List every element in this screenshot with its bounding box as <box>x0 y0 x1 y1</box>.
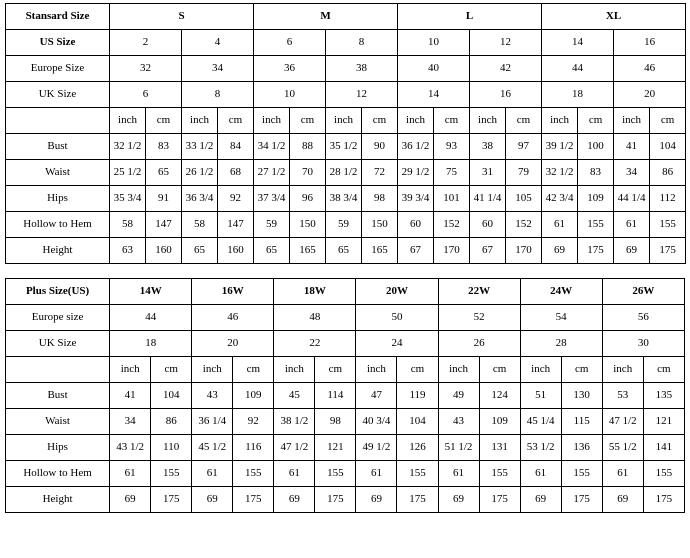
cell-bust-7: 90 <box>362 134 398 160</box>
unit-cell-2: inch <box>182 108 218 134</box>
plus-cell-hollow-0: 61 <box>110 461 151 487</box>
group-header-l: L <box>398 4 542 30</box>
plus-row-label-europe-size: Europe size <box>6 305 110 331</box>
plus-cell-bust-12: 53 <box>602 383 643 409</box>
unit-cell-1: cm <box>146 108 182 134</box>
plus-cell-europe-4: 52 <box>438 305 520 331</box>
plus-cell-hollow-1: 155 <box>151 461 192 487</box>
plus-unit-cell-5: cm <box>315 357 356 383</box>
units-row-empty-label <box>6 108 110 134</box>
plus-cell-hips-10: 53 1/2 <box>520 435 561 461</box>
cell-hollow-4: 59 <box>254 212 290 238</box>
cell-hips-15: 112 <box>650 186 686 212</box>
cell-hollow-11: 152 <box>506 212 542 238</box>
cell-us-size-0: 2 <box>110 30 182 56</box>
cell-us-size-4: 10 <box>398 30 470 56</box>
plus-cell-hollow-7: 155 <box>397 461 438 487</box>
plus-cell-hollow-2: 61 <box>192 461 233 487</box>
plus-unit-cell-13: cm <box>643 357 684 383</box>
cell-height-5: 165 <box>290 238 326 264</box>
plus-cell-waist-12: 47 1/2 <box>602 409 643 435</box>
cell-height-14: 69 <box>614 238 650 264</box>
cell-europe-size-7: 46 <box>614 56 686 82</box>
cell-uk-size-0: 6 <box>110 82 182 108</box>
cell-hollow-2: 58 <box>182 212 218 238</box>
plus-cell-uk-2: 22 <box>274 331 356 357</box>
cell-waist-13: 83 <box>578 160 614 186</box>
cell-hollow-3: 147 <box>218 212 254 238</box>
plus-cell-uk-5: 28 <box>520 331 602 357</box>
plus-cell-bust-13: 135 <box>643 383 684 409</box>
cell-height-1: 160 <box>146 238 182 264</box>
table-row-height <box>6 238 686 264</box>
plus-cell-waist-6: 40 3/4 <box>356 409 397 435</box>
cell-bust-4: 34 1/2 <box>254 134 290 160</box>
cell-uk-size-1: 8 <box>182 82 254 108</box>
cell-bust-14: 41 <box>614 134 650 160</box>
plus-cell-bust-2: 43 <box>192 383 233 409</box>
unit-cell-6: inch <box>326 108 362 134</box>
plus-cell-uk-6: 30 <box>602 331 684 357</box>
cell-uk-size-3: 12 <box>326 82 398 108</box>
cell-waist-9: 75 <box>434 160 470 186</box>
cell-hips-9: 101 <box>434 186 470 212</box>
table-row-us-size <box>6 30 686 56</box>
plus-cell-hollow-3: 155 <box>233 461 274 487</box>
plus-cell-bust-7: 119 <box>397 383 438 409</box>
cell-hips-11: 105 <box>506 186 542 212</box>
cell-hollow-9: 152 <box>434 212 470 238</box>
plus-cell-height-7: 175 <box>397 487 438 513</box>
unit-cell-13: cm <box>578 108 614 134</box>
plus-cell-bust-3: 109 <box>233 383 274 409</box>
cell-height-4: 65 <box>254 238 290 264</box>
plus-cell-height-6: 69 <box>356 487 397 513</box>
cell-hips-3: 92 <box>218 186 254 212</box>
plus-cell-height-9: 175 <box>479 487 520 513</box>
cell-hips-4: 37 3/4 <box>254 186 290 212</box>
cell-europe-size-6: 44 <box>542 56 614 82</box>
cell-hips-7: 98 <box>362 186 398 212</box>
cell-bust-11: 97 <box>506 134 542 160</box>
plus-unit-cell-7: cm <box>397 357 438 383</box>
cell-hollow-0: 58 <box>110 212 146 238</box>
plus-group-header-14w: 14W <box>110 279 192 305</box>
cell-hollow-10: 60 <box>470 212 506 238</box>
unit-cell-15: cm <box>650 108 686 134</box>
cell-hips-12: 42 3/4 <box>542 186 578 212</box>
table-row-plus-waist <box>6 409 685 435</box>
plus-cell-waist-1: 86 <box>151 409 192 435</box>
unit-cell-11: cm <box>506 108 542 134</box>
cell-europe-size-2: 36 <box>254 56 326 82</box>
cell-hips-6: 38 3/4 <box>326 186 362 212</box>
cell-waist-11: 79 <box>506 160 542 186</box>
plus-table-title: Plus Size(US) <box>6 279 110 305</box>
table-row-plus-hips <box>6 435 685 461</box>
cell-hollow-1: 147 <box>146 212 182 238</box>
unit-cell-10: inch <box>470 108 506 134</box>
row-label-europe-size: Europe Size <box>6 56 110 82</box>
cell-us-size-3: 8 <box>326 30 398 56</box>
cell-waist-5: 70 <box>290 160 326 186</box>
plus-unit-cell-11: cm <box>561 357 602 383</box>
table-row-plus-hollow-to-hem <box>6 461 685 487</box>
cell-europe-size-1: 34 <box>182 56 254 82</box>
cell-hollow-14: 61 <box>614 212 650 238</box>
cell-height-6: 65 <box>326 238 362 264</box>
plus-cell-waist-13: 121 <box>643 409 684 435</box>
cell-hollow-15: 155 <box>650 212 686 238</box>
cell-bust-15: 104 <box>650 134 686 160</box>
plus-cell-uk-0: 18 <box>110 331 192 357</box>
plus-cell-height-12: 69 <box>602 487 643 513</box>
plus-row-label-uk-size: UK Size <box>6 331 110 357</box>
plus-cell-waist-3: 92 <box>233 409 274 435</box>
plus-cell-hips-7: 126 <box>397 435 438 461</box>
table-row-units <box>6 108 686 134</box>
plus-cell-uk-4: 26 <box>438 331 520 357</box>
plus-cell-waist-9: 109 <box>479 409 520 435</box>
cell-hollow-5: 150 <box>290 212 326 238</box>
plus-unit-cell-1: cm <box>151 357 192 383</box>
plus-unit-cell-6: inch <box>356 357 397 383</box>
unit-cell-7: cm <box>362 108 398 134</box>
unit-cell-9: cm <box>434 108 470 134</box>
plus-cell-bust-8: 49 <box>438 383 479 409</box>
plus-cell-hollow-5: 155 <box>315 461 356 487</box>
cell-height-11: 170 <box>506 238 542 264</box>
plus-cell-waist-8: 43 <box>438 409 479 435</box>
plus-cell-hollow-13: 155 <box>643 461 684 487</box>
plus-group-header-18w: 18W <box>274 279 356 305</box>
plus-cell-hollow-4: 61 <box>274 461 315 487</box>
plus-row-label-waist: Waist <box>6 409 110 435</box>
plus-cell-hips-9: 131 <box>479 435 520 461</box>
cell-height-0: 63 <box>110 238 146 264</box>
cell-height-7: 165 <box>362 238 398 264</box>
cell-hips-8: 39 3/4 <box>398 186 434 212</box>
plus-unit-cell-8: inch <box>438 357 479 383</box>
cell-uk-size-6: 18 <box>542 82 614 108</box>
cell-waist-15: 86 <box>650 160 686 186</box>
cell-waist-0: 25 1/2 <box>110 160 146 186</box>
plus-cell-height-13: 175 <box>643 487 684 513</box>
plus-group-header-22w: 22W <box>438 279 520 305</box>
cell-bust-8: 36 1/2 <box>398 134 434 160</box>
group-header-xl: XL <box>542 4 686 30</box>
cell-hollow-13: 155 <box>578 212 614 238</box>
cell-uk-size-2: 10 <box>254 82 326 108</box>
plus-unit-cell-0: inch <box>110 357 151 383</box>
plus-row-label-height: Height <box>6 487 110 513</box>
plus-cell-hollow-8: 61 <box>438 461 479 487</box>
cell-bust-9: 93 <box>434 134 470 160</box>
cell-hips-13: 109 <box>578 186 614 212</box>
plus-unit-cell-3: cm <box>233 357 274 383</box>
cell-hips-10: 41 1/4 <box>470 186 506 212</box>
standard-table-title: Stansard Size <box>6 4 110 30</box>
plus-units-row-empty-label <box>6 357 110 383</box>
row-label-hollow-to-hem: Hollow to Hem <box>6 212 110 238</box>
cell-hips-2: 36 3/4 <box>182 186 218 212</box>
plus-unit-cell-2: inch <box>192 357 233 383</box>
cell-height-9: 170 <box>434 238 470 264</box>
plus-cell-waist-2: 36 1/4 <box>192 409 233 435</box>
row-label-uk-size: UK Size <box>6 82 110 108</box>
plus-group-header-26w: 26W <box>602 279 684 305</box>
cell-height-3: 160 <box>218 238 254 264</box>
plus-cell-europe-1: 46 <box>192 305 274 331</box>
cell-height-8: 67 <box>398 238 434 264</box>
plus-cell-uk-1: 20 <box>192 331 274 357</box>
cell-uk-size-5: 16 <box>470 82 542 108</box>
unit-cell-8: inch <box>398 108 434 134</box>
cell-europe-size-0: 32 <box>110 56 182 82</box>
cell-bust-0: 32 1/2 <box>110 134 146 160</box>
plus-cell-europe-5: 54 <box>520 305 602 331</box>
plus-cell-bust-5: 114 <box>315 383 356 409</box>
cell-waist-4: 27 1/2 <box>254 160 290 186</box>
cell-height-10: 67 <box>470 238 506 264</box>
plus-group-header-24w: 24W <box>520 279 602 305</box>
cell-hips-1: 91 <box>146 186 182 212</box>
plus-cell-height-5: 175 <box>315 487 356 513</box>
standard-size-table <box>5 3 686 264</box>
plus-cell-height-11: 175 <box>561 487 602 513</box>
unit-cell-0: inch <box>110 108 146 134</box>
cell-us-size-6: 14 <box>542 30 614 56</box>
plus-cell-waist-10: 45 1/4 <box>520 409 561 435</box>
cell-us-size-2: 6 <box>254 30 326 56</box>
plus-cell-height-0: 69 <box>110 487 151 513</box>
plus-cell-hollow-12: 61 <box>602 461 643 487</box>
cell-waist-7: 72 <box>362 160 398 186</box>
plus-row-label-bust: Bust <box>6 383 110 409</box>
plus-cell-hollow-10: 61 <box>520 461 561 487</box>
unit-cell-14: inch <box>614 108 650 134</box>
cell-bust-3: 84 <box>218 134 254 160</box>
cell-waist-10: 31 <box>470 160 506 186</box>
cell-hips-0: 35 3/4 <box>110 186 146 212</box>
cell-height-13: 175 <box>578 238 614 264</box>
row-label-bust: Bust <box>6 134 110 160</box>
plus-cell-europe-2: 48 <box>274 305 356 331</box>
plus-cell-hips-3: 116 <box>233 435 274 461</box>
cell-us-size-1: 4 <box>182 30 254 56</box>
plus-cell-europe-3: 50 <box>356 305 438 331</box>
plus-cell-height-1: 175 <box>151 487 192 513</box>
table-spacer <box>5 264 685 278</box>
unit-cell-5: cm <box>290 108 326 134</box>
plus-cell-bust-11: 130 <box>561 383 602 409</box>
plus-cell-waist-0: 34 <box>110 409 151 435</box>
cell-us-size-5: 12 <box>470 30 542 56</box>
cell-hollow-7: 150 <box>362 212 398 238</box>
table-row-uk-size <box>6 82 686 108</box>
cell-bust-1: 83 <box>146 134 182 160</box>
plus-cell-europe-6: 56 <box>602 305 684 331</box>
table-row-europe-size <box>6 56 686 82</box>
cell-hips-14: 44 1/4 <box>614 186 650 212</box>
table-row-hollow-to-hem <box>6 212 686 238</box>
row-label-height: Height <box>6 238 110 264</box>
plus-cell-hollow-9: 155 <box>479 461 520 487</box>
unit-cell-12: inch <box>542 108 578 134</box>
cell-hollow-8: 60 <box>398 212 434 238</box>
plus-row-label-hollow-to-hem: Hollow to Hem <box>6 461 110 487</box>
plus-cell-hips-8: 51 1/2 <box>438 435 479 461</box>
cell-bust-10: 38 <box>470 134 506 160</box>
cell-waist-2: 26 1/2 <box>182 160 218 186</box>
table-row-plus-units <box>6 357 685 383</box>
plus-cell-waist-5: 98 <box>315 409 356 435</box>
plus-cell-hollow-6: 61 <box>356 461 397 487</box>
group-header-m: M <box>254 4 398 30</box>
unit-cell-3: cm <box>218 108 254 134</box>
cell-waist-14: 34 <box>614 160 650 186</box>
plus-group-header-16w: 16W <box>192 279 274 305</box>
plus-cell-hips-13: 141 <box>643 435 684 461</box>
plus-size-table <box>5 278 685 513</box>
cell-waist-6: 28 1/2 <box>326 160 362 186</box>
plus-cell-hips-1: 110 <box>151 435 192 461</box>
table-row-plus-group-header <box>6 279 685 305</box>
table-row-hips <box>6 186 686 212</box>
plus-unit-cell-10: inch <box>520 357 561 383</box>
cell-us-size-7: 16 <box>614 30 686 56</box>
plus-cell-hips-0: 43 1/2 <box>110 435 151 461</box>
cell-height-2: 65 <box>182 238 218 264</box>
plus-cell-bust-9: 124 <box>479 383 520 409</box>
plus-cell-hips-12: 55 1/2 <box>602 435 643 461</box>
cell-bust-12: 39 1/2 <box>542 134 578 160</box>
row-label-us-size: US Size <box>6 30 110 56</box>
plus-group-header-20w: 20W <box>356 279 438 305</box>
cell-europe-size-4: 40 <box>398 56 470 82</box>
unit-cell-4: inch <box>254 108 290 134</box>
plus-cell-height-8: 69 <box>438 487 479 513</box>
plus-cell-bust-6: 47 <box>356 383 397 409</box>
plus-unit-cell-12: inch <box>602 357 643 383</box>
plus-cell-hips-2: 45 1/2 <box>192 435 233 461</box>
plus-cell-waist-11: 115 <box>561 409 602 435</box>
plus-cell-height-10: 69 <box>520 487 561 513</box>
plus-row-label-hips: Hips <box>6 435 110 461</box>
plus-cell-waist-7: 104 <box>397 409 438 435</box>
plus-unit-cell-9: cm <box>479 357 520 383</box>
cell-height-12: 69 <box>542 238 578 264</box>
row-label-hips: Hips <box>6 186 110 212</box>
plus-cell-bust-10: 51 <box>520 383 561 409</box>
cell-hips-5: 96 <box>290 186 326 212</box>
cell-bust-6: 35 1/2 <box>326 134 362 160</box>
cell-waist-8: 29 1/2 <box>398 160 434 186</box>
plus-cell-bust-4: 45 <box>274 383 315 409</box>
table-row-plus-bust <box>6 383 685 409</box>
cell-hollow-6: 59 <box>326 212 362 238</box>
plus-cell-waist-4: 38 1/2 <box>274 409 315 435</box>
plus-cell-hips-11: 136 <box>561 435 602 461</box>
cell-bust-5: 88 <box>290 134 326 160</box>
plus-cell-bust-0: 41 <box>110 383 151 409</box>
table-row-bust <box>6 134 686 160</box>
cell-waist-3: 68 <box>218 160 254 186</box>
table-row-group-header <box>6 4 686 30</box>
plus-cell-hips-6: 49 1/2 <box>356 435 397 461</box>
group-header-s: S <box>110 4 254 30</box>
plus-cell-bust-1: 104 <box>151 383 192 409</box>
table-row-plus-uk-size <box>6 331 685 357</box>
table-row-plus-height <box>6 487 685 513</box>
table-row-plus-europe-size <box>6 305 685 331</box>
plus-cell-hips-4: 47 1/2 <box>274 435 315 461</box>
table-row-waist <box>6 160 686 186</box>
plus-cell-uk-3: 24 <box>356 331 438 357</box>
cell-height-15: 175 <box>650 238 686 264</box>
cell-waist-12: 32 1/2 <box>542 160 578 186</box>
cell-uk-size-7: 20 <box>614 82 686 108</box>
cell-uk-size-4: 14 <box>398 82 470 108</box>
cell-waist-1: 65 <box>146 160 182 186</box>
cell-europe-size-5: 42 <box>470 56 542 82</box>
plus-cell-hollow-11: 155 <box>561 461 602 487</box>
cell-europe-size-3: 38 <box>326 56 398 82</box>
plus-cell-height-4: 69 <box>274 487 315 513</box>
plus-cell-height-2: 69 <box>192 487 233 513</box>
cell-bust-2: 33 1/2 <box>182 134 218 160</box>
cell-hollow-12: 61 <box>542 212 578 238</box>
plus-cell-height-3: 175 <box>233 487 274 513</box>
cell-bust-13: 100 <box>578 134 614 160</box>
plus-unit-cell-4: inch <box>274 357 315 383</box>
plus-cell-europe-0: 44 <box>110 305 192 331</box>
plus-cell-hips-5: 121 <box>315 435 356 461</box>
row-label-waist: Waist <box>6 160 110 186</box>
